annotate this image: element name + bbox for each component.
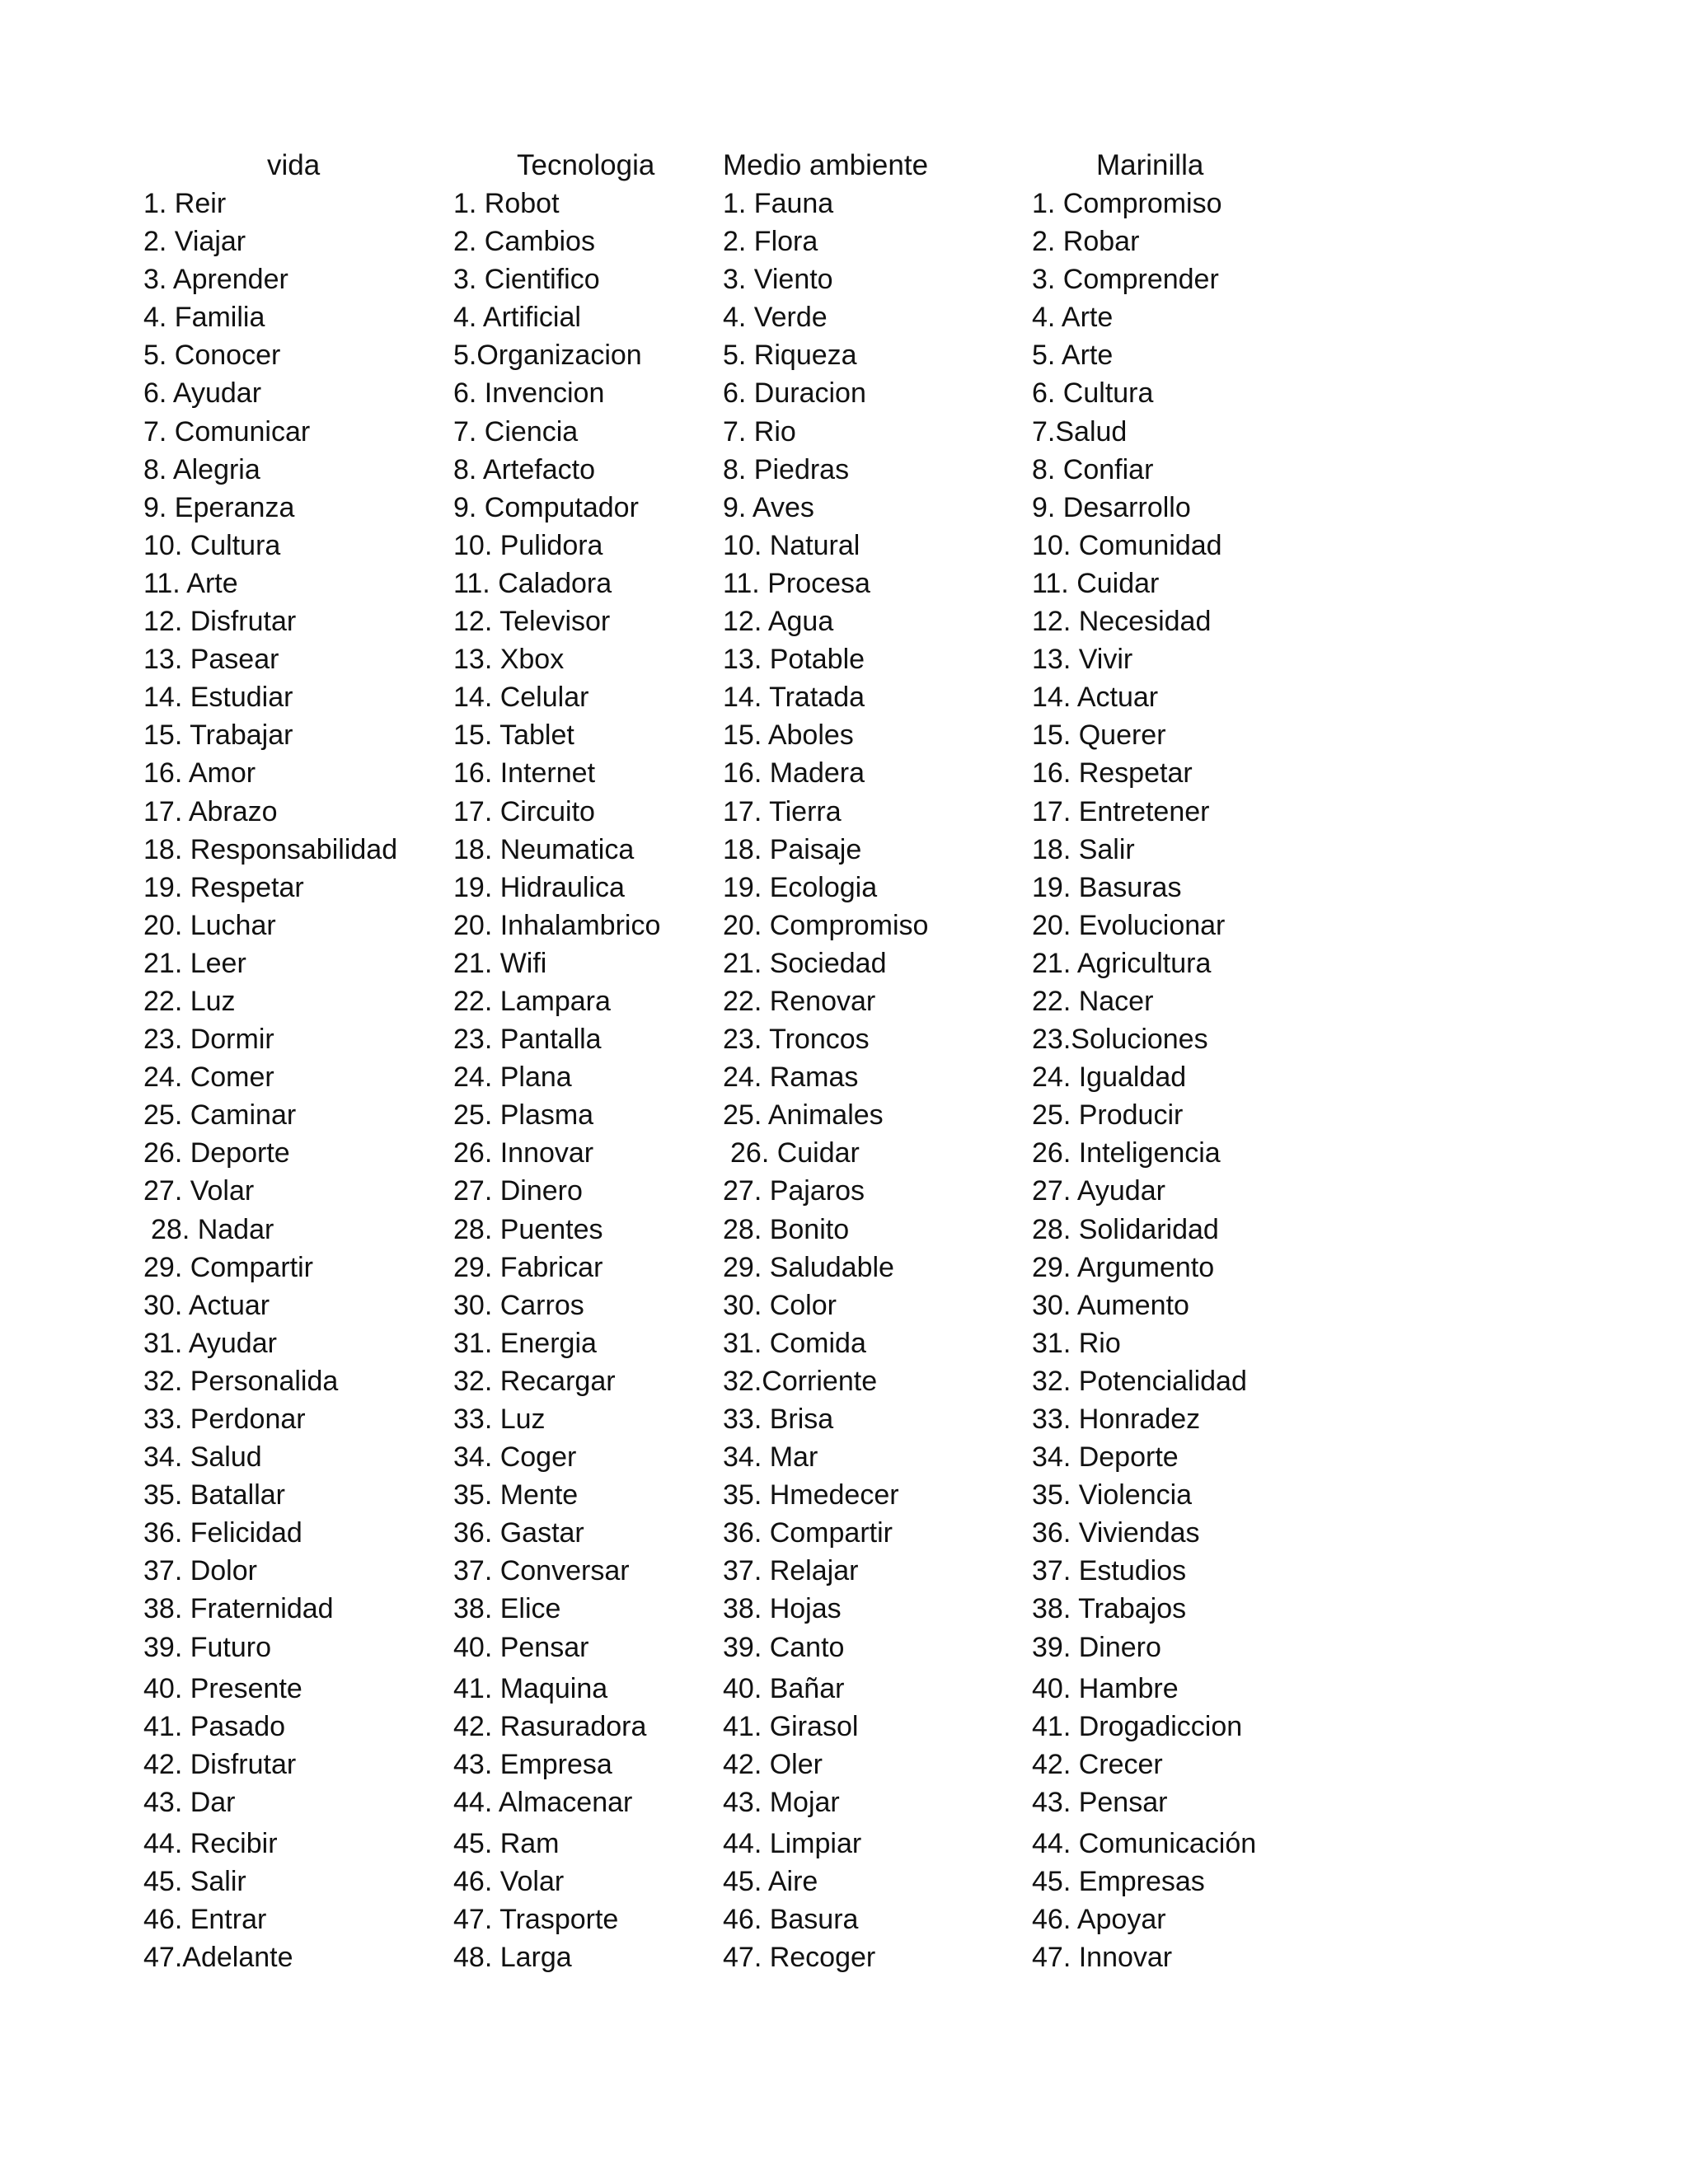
list-item: 34. Coger bbox=[453, 1441, 577, 1474]
list-item: 33. Honradez bbox=[1032, 1404, 1201, 1435]
list-item: 5.Organizacion bbox=[453, 340, 642, 372]
list-item: 42. Oler bbox=[723, 1748, 823, 1780]
list-item: 34. Salud bbox=[143, 1441, 262, 1474]
list-item: 6. Invencion bbox=[453, 377, 605, 410]
list-item: 6. Ayudar bbox=[143, 377, 262, 410]
list-item: 15. Querer bbox=[1032, 719, 1166, 752]
list-item: 30. Actuar bbox=[143, 1289, 270, 1321]
list-item: 28. Solidaridad bbox=[1032, 1213, 1219, 1245]
list-item: 10. Pulidora bbox=[453, 529, 603, 561]
list-item: 8. Artefacto bbox=[453, 453, 595, 485]
list-item: 42. Rasuradora bbox=[453, 1710, 647, 1742]
list-item: 23. Troncos bbox=[723, 1024, 870, 1056]
list-item: 20. Inhalambrico bbox=[453, 909, 661, 941]
list-item: 14. Estudiar bbox=[143, 682, 293, 714]
list-item: 2. Cambios bbox=[453, 226, 595, 258]
list-item: 25. Plasma bbox=[453, 1099, 594, 1132]
list-item: 39. Dinero bbox=[1032, 1631, 1161, 1663]
list-item: 7. Rio bbox=[723, 415, 796, 448]
list-item: 43. Dar bbox=[143, 1786, 236, 1818]
list-item: 13. Xbox bbox=[453, 644, 565, 676]
list-item: 13. Potable bbox=[723, 644, 865, 676]
list-item: 3. Viento bbox=[723, 264, 833, 296]
list-item: 7. Comunicar bbox=[143, 415, 311, 448]
list-item: 1. Compromiso bbox=[1032, 188, 1222, 219]
list-item: 18. Salir bbox=[1032, 833, 1135, 865]
list-item: 26. Deporte bbox=[143, 1137, 290, 1169]
list-item: 21. Wifi bbox=[453, 947, 547, 979]
column-header: Medio ambiente bbox=[723, 149, 929, 181]
list-item: 33. Brisa bbox=[723, 1404, 834, 1435]
list-item: 12. Televisor bbox=[453, 606, 611, 638]
list-item: 45. Ram bbox=[453, 1828, 560, 1860]
list-item: 15. Aboles bbox=[723, 719, 854, 752]
list-item: 11. Cuidar bbox=[1032, 567, 1160, 599]
list-item: 17. Abrazo bbox=[143, 795, 278, 827]
list-item: 38. Fraternidad bbox=[143, 1593, 334, 1625]
list-item: 6. Duracion bbox=[723, 377, 866, 410]
list-item: 32.Corriente bbox=[723, 1365, 878, 1397]
list-item: 3. Comprender bbox=[1032, 264, 1219, 296]
list-item: 3. Cientifico bbox=[453, 264, 600, 296]
list-item: 42. Crecer bbox=[1032, 1748, 1163, 1780]
list-item: 36. Viviendas bbox=[1032, 1517, 1200, 1549]
list-item: 29. Saludable bbox=[723, 1251, 894, 1283]
list-item: 40. Bañar bbox=[723, 1672, 845, 1704]
list-item: 45. Aire bbox=[723, 1866, 818, 1898]
list-item: 5. Arte bbox=[1032, 340, 1114, 372]
list-item: 43. Pensar bbox=[1032, 1786, 1168, 1818]
list-item: 25. Caminar bbox=[143, 1099, 297, 1132]
list-item: 41. Maquina bbox=[453, 1672, 608, 1704]
list-item: 19. Ecologia bbox=[723, 871, 878, 903]
list-item: 44. Almacenar bbox=[453, 1786, 633, 1818]
list-item: 38. Trabajos bbox=[1032, 1593, 1187, 1625]
list-item: 36. Compartir bbox=[723, 1517, 893, 1549]
list-item: 34. Deporte bbox=[1032, 1441, 1179, 1474]
word-list bbox=[723, 185, 928, 1976]
list-item: 13. Pasear bbox=[143, 644, 279, 676]
list-item: 35. Violencia bbox=[1032, 1479, 1193, 1511]
list-item: 5. Conocer bbox=[143, 340, 281, 372]
list-item: 27. Dinero bbox=[453, 1175, 583, 1207]
list-item: 9. Computador bbox=[453, 491, 639, 523]
list-item: 26. Inteligencia bbox=[1032, 1137, 1221, 1169]
list-item: 37. Relajar bbox=[723, 1555, 859, 1587]
list-item: 7.Salud bbox=[1032, 415, 1128, 448]
list-item: 4. Artificial bbox=[453, 302, 581, 334]
list-item: 17. Entretener bbox=[1032, 795, 1210, 827]
list-item: 18. Neumatica bbox=[453, 833, 635, 865]
list-item: 13. Vivir bbox=[1032, 644, 1133, 676]
list-item: 32. Recargar bbox=[453, 1365, 616, 1397]
list-item: 39. Canto bbox=[723, 1631, 845, 1663]
list-item: 30. Aumento bbox=[1032, 1289, 1189, 1321]
list-item: 22. Nacer bbox=[1032, 985, 1154, 1017]
list-item: 20. Luchar bbox=[143, 909, 276, 941]
list-item: 10. Natural bbox=[723, 529, 860, 561]
list-item: 20. Evolucionar bbox=[1032, 909, 1226, 941]
list-item: 33. Perdonar bbox=[143, 1404, 306, 1435]
list-item: 2. Robar bbox=[1032, 226, 1140, 258]
list-item: 31. Energia bbox=[453, 1327, 597, 1359]
list-item: 22. Lampara bbox=[453, 985, 611, 1017]
list-item: 45. Empresas bbox=[1032, 1866, 1205, 1898]
column-header: vida bbox=[267, 149, 321, 181]
list-item: 30. Color bbox=[723, 1289, 837, 1321]
list-item: 47.Adelante bbox=[143, 1942, 293, 1974]
list-item: 1. Fauna bbox=[723, 188, 834, 219]
list-item: 8. Alegria bbox=[143, 453, 260, 485]
list-item: 22. Renovar bbox=[723, 985, 876, 1017]
list-item: 27. Pajaros bbox=[723, 1175, 865, 1207]
list-item: 32. Potencialidad bbox=[1032, 1365, 1247, 1397]
list-item: 8. Confiar bbox=[1032, 453, 1154, 485]
word-list bbox=[453, 185, 660, 1976]
list-item: 41. Pasado bbox=[143, 1710, 286, 1742]
list-item: 36. Gastar bbox=[453, 1517, 584, 1549]
list-item: 16. Internet bbox=[453, 757, 596, 790]
list-item: 23.Soluciones bbox=[1032, 1024, 1208, 1056]
list-item: 23. Dormir bbox=[143, 1024, 274, 1056]
list-item: 10. Cultura bbox=[143, 529, 281, 561]
list-item: 35. Mente bbox=[453, 1479, 579, 1511]
list-item: 11. Procesa bbox=[723, 567, 870, 599]
list-item: 1. Reir bbox=[143, 188, 227, 219]
list-item: 9. Eperanza bbox=[143, 491, 295, 523]
list-item: 28. Puentes bbox=[453, 1213, 603, 1245]
list-item: 33. Luz bbox=[453, 1404, 546, 1435]
list-item: 12. Necesidad bbox=[1032, 606, 1212, 638]
list-item: 25. Producir bbox=[1032, 1099, 1184, 1132]
list-item: 23. Pantalla bbox=[453, 1024, 602, 1056]
list-item: 46. Apoyar bbox=[1032, 1904, 1166, 1936]
list-item: 46. Entrar bbox=[143, 1904, 267, 1936]
list-item: 14. Tratada bbox=[723, 682, 865, 714]
list-item: 25. Animales bbox=[723, 1099, 884, 1132]
list-item: 19. Basuras bbox=[1032, 871, 1182, 903]
list-item: 35. Hmedecer bbox=[723, 1479, 899, 1511]
list-item: 44. Recibir bbox=[143, 1828, 278, 1860]
list-item: 35. Batallar bbox=[143, 1479, 285, 1511]
list-item: 37. Conversar bbox=[453, 1555, 630, 1587]
list-item: 24. Ramas bbox=[723, 1062, 859, 1094]
list-item: 11. Caladora bbox=[453, 567, 612, 599]
word-list bbox=[143, 185, 397, 1976]
list-item: 42. Disfrutar bbox=[143, 1748, 297, 1780]
list-item: 11. Arte bbox=[143, 567, 238, 599]
list-item: 21. Leer bbox=[143, 947, 246, 979]
list-item: 31. Rio bbox=[1032, 1327, 1121, 1359]
column-header: Marinilla bbox=[1096, 149, 1204, 181]
list-item: 26. Innovar bbox=[453, 1137, 594, 1169]
list-item: 41. Girasol bbox=[723, 1710, 859, 1742]
list-item: 38. Hojas bbox=[723, 1593, 842, 1625]
list-item: 39. Futuro bbox=[143, 1631, 271, 1663]
list-item: 40. Hambre bbox=[1032, 1672, 1179, 1704]
list-item: 20. Compromiso bbox=[723, 909, 929, 941]
list-item: 26. Cuidar bbox=[730, 1137, 860, 1169]
list-item: 29. Fabricar bbox=[453, 1251, 603, 1283]
list-item: 27. Ayudar bbox=[1032, 1175, 1165, 1207]
list-item: 32. Personalida bbox=[143, 1365, 339, 1397]
list-item: 6. Cultura bbox=[1032, 377, 1154, 410]
list-item: 16. Respetar bbox=[1032, 757, 1193, 790]
list-item: 21. Sociedad bbox=[723, 947, 887, 979]
list-item: 40. Presente bbox=[143, 1672, 302, 1704]
list-item: 40. Pensar bbox=[453, 1631, 589, 1663]
list-item: 24. Plana bbox=[453, 1062, 572, 1094]
list-item: 44. Comunicación bbox=[1032, 1828, 1257, 1860]
list-item: 2. Viajar bbox=[143, 226, 246, 258]
list-item: 28. Nadar bbox=[151, 1213, 274, 1245]
list-item: 4. Familia bbox=[143, 302, 265, 334]
list-item: 27. Volar bbox=[143, 1175, 255, 1207]
list-item: 43. Empresa bbox=[453, 1748, 612, 1780]
list-item: 28. Bonito bbox=[723, 1213, 850, 1245]
list-item: 22. Luz bbox=[143, 985, 236, 1017]
list-item: 1. Robot bbox=[453, 188, 560, 219]
list-item: 46. Basura bbox=[723, 1904, 859, 1936]
list-item: 9. Aves bbox=[723, 491, 814, 523]
list-item: 37. Estudios bbox=[1032, 1555, 1187, 1587]
list-item: 31. Comida bbox=[723, 1327, 866, 1359]
list-item: 5. Riqueza bbox=[723, 340, 857, 372]
list-item: 14. Actuar bbox=[1032, 682, 1159, 714]
list-item: 36. Felicidad bbox=[143, 1517, 302, 1549]
list-item: 12. Agua bbox=[723, 606, 834, 638]
list-item: 15. Trabajar bbox=[143, 719, 293, 752]
list-item: 29. Compartir bbox=[143, 1251, 313, 1283]
list-item: 14. Celular bbox=[453, 682, 589, 714]
list-item: 47. Innovar bbox=[1032, 1942, 1173, 1974]
list-item: 17. Circuito bbox=[453, 795, 595, 827]
list-item: 4. Arte bbox=[1032, 302, 1114, 334]
list-item: 24. Igualdad bbox=[1032, 1062, 1187, 1094]
list-item: 16. Madera bbox=[723, 757, 865, 790]
list-item: 15. Tablet bbox=[453, 719, 574, 752]
list-item: 2. Flora bbox=[723, 226, 818, 258]
list-item: 21. Agricultura bbox=[1032, 947, 1212, 979]
list-item: 16. Amor bbox=[143, 757, 256, 790]
list-item: 8. Piedras bbox=[723, 453, 850, 485]
list-item: 41. Drogadiccion bbox=[1032, 1710, 1243, 1742]
list-item: 47. Trasporte bbox=[453, 1904, 619, 1936]
list-item: 45. Salir bbox=[143, 1866, 246, 1898]
list-item: 48. Larga bbox=[453, 1942, 572, 1974]
list-item: 29. Argumento bbox=[1032, 1251, 1215, 1283]
list-item: 34. Mar bbox=[723, 1441, 818, 1474]
list-item: 46. Volar bbox=[453, 1866, 565, 1898]
list-item: 24. Comer bbox=[143, 1062, 274, 1094]
list-item: 10. Comunidad bbox=[1032, 529, 1222, 561]
list-item: 9. Desarrollo bbox=[1032, 491, 1191, 523]
list-item: 31. Ayudar bbox=[143, 1327, 277, 1359]
column-header: Tecnologia bbox=[517, 149, 655, 181]
list-item: 18. Responsabilidad bbox=[143, 833, 398, 865]
list-item: 38. Elice bbox=[453, 1593, 561, 1625]
list-item: 43. Mojar bbox=[723, 1786, 840, 1818]
list-item: 44. Limpiar bbox=[723, 1828, 862, 1860]
word-list bbox=[1032, 185, 1256, 1976]
list-item: 19. Respetar bbox=[143, 871, 304, 903]
list-item: 30. Carros bbox=[453, 1289, 584, 1321]
list-item: 37. Dolor bbox=[143, 1555, 257, 1587]
list-item: 7. Ciencia bbox=[453, 415, 579, 448]
list-item: 18. Paisaje bbox=[723, 833, 862, 865]
list-item: 47. Recoger bbox=[723, 1942, 876, 1974]
list-item: 12. Disfrutar bbox=[143, 606, 297, 638]
list-item: 3. Aprender bbox=[143, 264, 288, 296]
list-item: 4. Verde bbox=[723, 302, 828, 334]
list-item: 17. Tierra bbox=[723, 795, 842, 827]
list-item: 19. Hidraulica bbox=[453, 871, 625, 903]
